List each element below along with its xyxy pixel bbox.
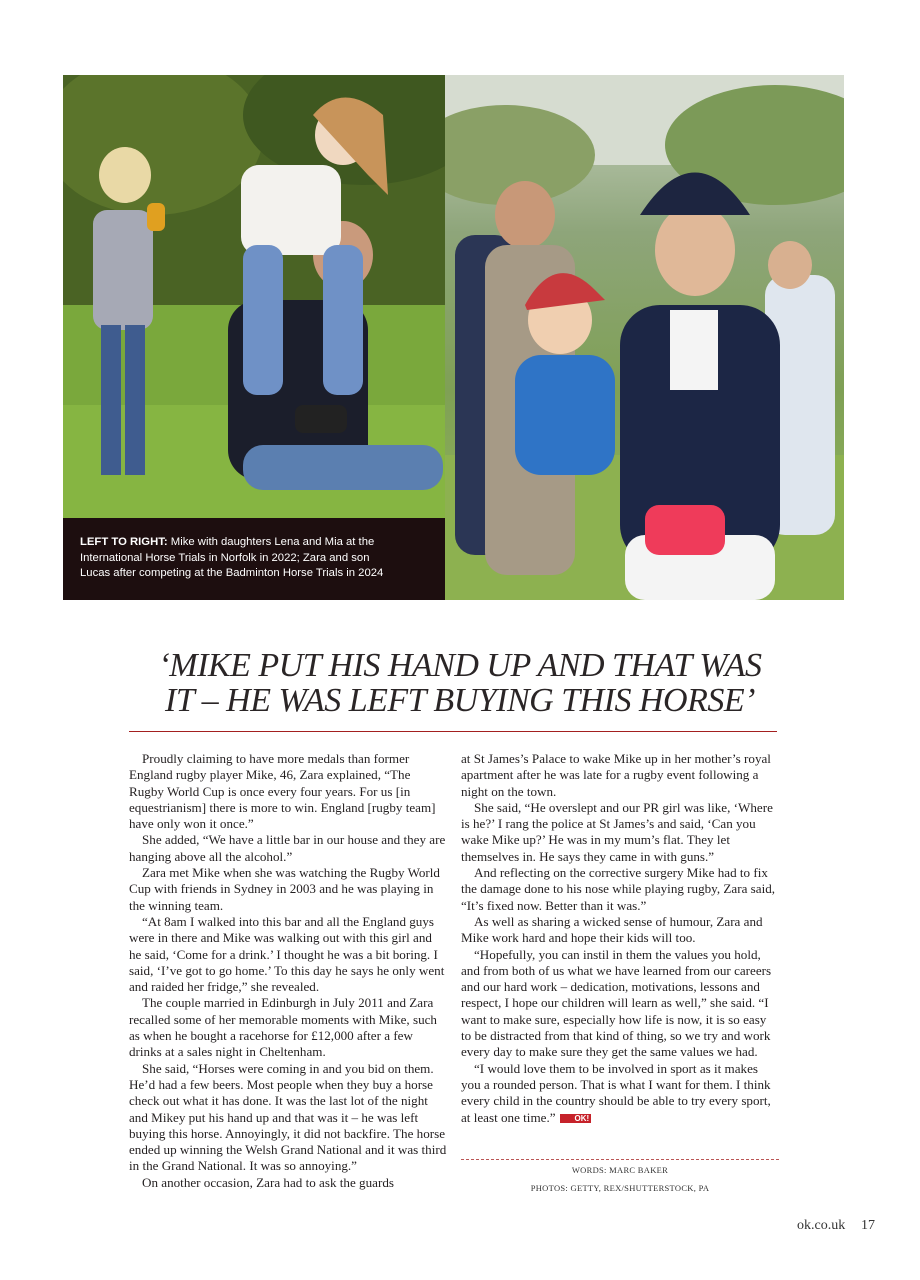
paragraph: Proudly claiming to have more medals than former England rugby player Mike, 46, Zara explained, “The Rugby World Cup is once every four years. For us [in equestrianism] there is more to win. England [rugby team] have only won it once.” <box>129 751 436 832</box>
headline-line-2: IT – HE WAS LEFT BUYING THIS HORSE’ <box>165 682 755 719</box>
paragraph: On another occasion, Zara had to ask the guards <box>142 1174 394 1190</box>
paragraph: “Hopefully, you can instil in them the values you hold, and from both of us what we have learned from our careers and our hard work – dedication, motivations, lessons and respect, I hope our children will learn as well,” she said. “I want to make sure, especially how life is now, it is so easy to be distracted from that kind of thing, so we try and work every day to make sure they get the same values we had. <box>461 946 772 1060</box>
footer-site: ok.co.uk <box>797 1218 846 1233</box>
paragraph: And reflecting on the corrective surgery Mike had to fix the damage done to his nose while playing rugby, Zara said, “It’s fixed now. Better than it was.” <box>461 865 776 913</box>
photo-zara-and-lucas <box>445 75 844 600</box>
ok-end-mark: OK! <box>560 1114 592 1123</box>
page-number: 17 <box>861 1218 875 1233</box>
photo-spread <box>63 75 844 600</box>
body-column-left <box>129 751 447 1191</box>
paragraph: The couple married in Edinburgh in July 2011 and Zara recalled some of her memorable moments with Mike, such as when he bought a racehorse for £12,000 after a few drinks at a sales night in Cheltenham. <box>129 995 437 1060</box>
paragraph: She said, “He overslept and our PR girl was like, ‘Where is he?’ I rang the police at St James’s and said, ‘Can you wake Mike up?’ He was in my mum’s flat. They let themselves in. He says they came in with guns.” <box>461 799 773 864</box>
paragraph: As well as sharing a wicked sense of humour, Zara and Mike work hard and hope their kids will too. <box>461 913 763 946</box>
pull-quote-headline <box>120 648 800 718</box>
photo-mike-with-daughters <box>63 75 445 600</box>
body-column-right <box>461 751 779 1126</box>
paragraph-continued: at St James’s Palace to wake Mike up in her mother’s royal apartment after he was late for a rugby event following a night on the town. <box>461 751 771 799</box>
paragraph: She said, “Horses were coming in and you bid on them. He’d had a few beers. Most people when they buy a horse check out what it has done. It was the last lot of the night and Mikey put his hand up and that was it – he was left buying this horse. Annoyingly, it did not backfire. The horse ended up winning the Welsh Grand National and it was third in the Grand National. It was so annoying.” <box>129 1060 447 1174</box>
caption-label: LEFT TO RIGHT: <box>80 536 168 548</box>
paragraph-final-text: “I would love them to be involved in sport as it makes you a rounded person. That is what I want for them. I think every child in the country should be able to try every sport, at least one time.” <box>461 1060 771 1125</box>
paragraph-final <box>461 1061 779 1126</box>
photos-credit: PHOTOS: GETTY, REX/SHUTTERSTOCK, PA <box>530 1183 710 1193</box>
credits-divider <box>461 1159 779 1160</box>
words-credit: WORDS: MARC BAKER <box>571 1165 669 1175</box>
photo-illustration-right <box>445 75 844 600</box>
photo-caption <box>63 518 445 600</box>
paragraph: Zara met Mike when she was watching the Rugby World Cup with friends in Sydney in 2003 and he was playing in the winning team. <box>129 865 440 913</box>
headline-line-1: ‘MIKE PUT HIS HAND UP AND THAT WAS <box>158 647 762 684</box>
paragraph: “At 8am I walked into this bar and all the England guys were in there and Mike was walking out with this girl and he said, ‘Come for a drink.’ I thought he was a bit boring. I said, ‘I’ve got to go home.’ To this day he says he only went and raided her fridge,” she revealed. <box>129 913 445 995</box>
caption-line-3: Lucas after competing at the Badminton Horse Trials in 2024 <box>80 567 384 579</box>
caption-line-1: Mike with daughters Lena and Mia at the <box>167 536 375 548</box>
caption-line-2: International Horse Trials in Norfolk in 2022; Zara and son <box>80 551 370 564</box>
headline-divider <box>129 731 777 732</box>
paragraph: She added, “We have a little bar in our house and they are hanging above all the alcohol.” <box>129 832 446 864</box>
